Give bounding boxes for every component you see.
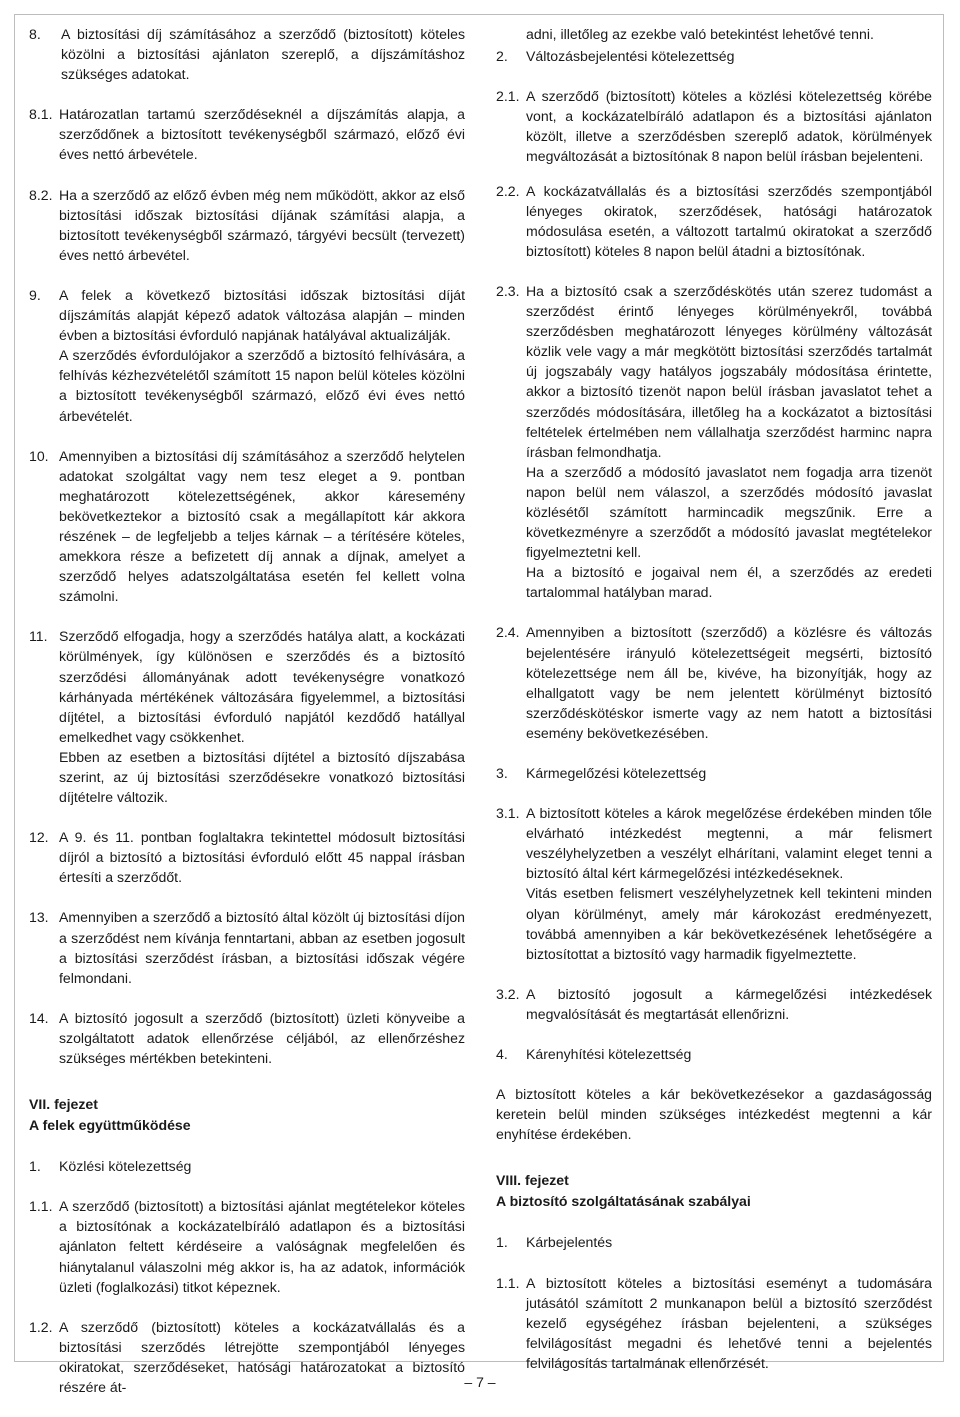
item-text: A biztosító jogosult a kármegelőzési intézkedések megvalósítását és megtartását ellenőrizni. bbox=[526, 985, 932, 1022]
item-text: A biztosított köteles a biztosítási eseményt a tudomására jutásától számított 2 munkanapon belül a biztosító szerződést kezelő egységéhez írásban bejelenteni, a szükséges felvilágosítást megadni és lehetővé tenni a bejelentés felvilágosítás tartalmának ellenőrzését. bbox=[526, 1274, 932, 1371]
subheading-text: Közlési kötelezettség bbox=[59, 1158, 192, 1175]
subheading-text: Kármegelőzési kötelezettség bbox=[526, 765, 707, 781]
subheading-karenyhites bbox=[496, 1044, 932, 1064]
item-number: 8.1. bbox=[29, 106, 53, 123]
continued-text: adni, illetőleg az ezekbe való betekintést lehetővé tenni. bbox=[526, 26, 874, 42]
item-text: A biztosítási díj számításához a szerződő (biztosított) köteles közölni a biztosítási ajánlaton szereplő, a díjszámításhoz szükséges adatokat. bbox=[61, 26, 465, 83]
item-text: Határozatlan tartamú szerződéseknél a díjszámítás alapja, a szerződőnek a biztosított tevékenységből származó, előző évi éves nettó árbevétele. bbox=[59, 106, 465, 163]
subheading-valtozas bbox=[496, 46, 932, 66]
item-text: A kockázatvállalás és a biztosítási szerződés szempontjából lényeges okiratok, szerződések, hatósági határozatok módosulása esetén, a változott tartalmú okiratokat a szerződő biztosított) köteles 8 napon belül átadni a biztosítónak. bbox=[526, 182, 932, 259]
item-text: A biztosított köteles a károk megelőzése érdekében minden tőle elvárható intézkedést megtenni, a már felismert veszélyhelyzetben a veszélyt elhárítani, valamint eleget tenni a biztosító által kért kármegelőzési intézkedéseknek. bbox=[526, 805, 932, 882]
item-text: A szerződő (biztosított) köteles a közlési kötelezettség körébe vont, a kockázatelbíráló adatlapon és a biztosítási ajánlaton közölt, illetve a szerződésben szereplő adatok, körülmények megváltozását a biztosítónak 8 napon belül írásban bejelenteni. bbox=[526, 88, 932, 165]
item-number: 1. bbox=[29, 1158, 41, 1175]
item-number: 12. bbox=[29, 829, 49, 846]
section-8-2 bbox=[29, 185, 465, 265]
item-text: Ha a szerződő az előző évben még nem működött, akkor az első biztosítási időszak biztosítási díjának számítási alapja, a biztosított tevékenységből származó, tárgyévi becsült (tervezett) éves nettó árbevétel. bbox=[59, 186, 465, 263]
section-1-1 bbox=[29, 1196, 465, 1296]
item-text: A szerződő (biztosított) a biztosítási ajánlat megtételekor köteles a biztosítónak a kockázatelbíráló adatlapon és a biztosítási ajánlaton feltett kérdéseire a valóságnak megfelelően és hiánytalanul válaszolni még akkor is, ha az adatok, információk üzleti (foglalkozási) titkot képeznek. bbox=[59, 1198, 465, 1295]
item-number: 3.1. bbox=[496, 805, 520, 822]
paragraph-karenyhites: A biztosított köteles a kár bekövetkezésekor a gazdaságosság keretein belül minden szükséges intézkedést megtenni a kár enyhítése érdekében. bbox=[496, 1086, 932, 1143]
item-text: Ha a szerződő a módosító javaslatot nem fogadja arra tizenöt napon belül nem válaszol, a szerződés módosító javaslat közlésétől számított harmincadik megszűnik. Erre a következményre a szerződőt a módosító javaslat megtételekor figyelmeztetni kell. bbox=[526, 463, 932, 561]
chapter-title: A felek együttműködése bbox=[29, 1117, 191, 1134]
item-text: Amennyiben a biztosított (szerződő) a közlésre és változás bejelentésére irányuló kötelezettségeit megsérti, biztosító kötelezettsége nem áll be, kivéve, ha bizonyítják, hogy az elhallgatott vagy be nem jelentett körülményt biztosító szerződéskötéskor ismerte vagy az nem hatott a biztosítási esemény bekövetkezésében. bbox=[526, 624, 932, 741]
subheading-karmegelozes bbox=[496, 763, 932, 783]
chapter-heading-viii bbox=[496, 1170, 932, 1212]
item-number: 2.3. bbox=[496, 282, 520, 299]
item-number: 1. bbox=[496, 1234, 508, 1251]
item-number: 3.2. bbox=[496, 985, 520, 1002]
chapter-title: A biztosító szolgáltatásának szabályai bbox=[496, 1193, 751, 1210]
item-number: 8.2. bbox=[29, 186, 53, 203]
right-column bbox=[496, 24, 932, 1393]
subheading-text: Kárbejelentés bbox=[526, 1234, 613, 1251]
item-number: 2. bbox=[496, 48, 508, 65]
item-number: 14. bbox=[29, 1009, 49, 1026]
section-2-2 bbox=[496, 181, 932, 261]
section-2-3 bbox=[496, 281, 932, 603]
item-text: Ha a biztosító e jogaival nem él, a szerződés az eredeti tartalommal hatályban marad. bbox=[526, 564, 932, 601]
item-text: Ebben az esetben a biztosítási díjtétel a biztosító díjszabása szerint, az új biztosítási szerződésekre vonatkozó biztosítási díjtételre változik. bbox=[59, 748, 465, 806]
subheading-text: Kárenyhítési kötelezettség bbox=[526, 1046, 692, 1063]
section-10 bbox=[29, 446, 465, 607]
section-14 bbox=[29, 1008, 465, 1068]
chapter-heading-vii bbox=[29, 1094, 465, 1136]
item-number: 4. bbox=[496, 1046, 508, 1063]
item-number: 10. bbox=[29, 447, 49, 464]
item-number: 2.4. bbox=[496, 624, 520, 641]
item-number: 1.1. bbox=[496, 1274, 520, 1291]
section-12 bbox=[29, 827, 465, 887]
item-text: Amennyiben a biztosítási díj számításához a szerződő helytelen adatokat szolgáltat vagy nem tesz eleget a 9. pontban meghatározott kötelezettségének, akkor káresemény bekövetkeztekor a biztosító csak a megállapított kár akkora részének – de legfeljebb a teljes kárnak – a térítésére köteles, amekkora része a befizetett díj annak a díjnak, amelyet a szerződő helyes adatszolgáltatása esetén fel kellett volna számolni. bbox=[59, 447, 465, 605]
item-number: 3. bbox=[496, 765, 508, 781]
item-text: Szerződő elfogadja, hogy a szerződés hatálya alatt, a kockázati körülmények, így különösen e szerződés és a biztosító szerződési állományának adott tevékenységre vonatkozó kárhányada mértékének változására figyelemmel, a biztosítási díjtétel, a biztosítási évforduló napjától kezdődő hatállyal emelkedhet vagy csökkenhet. bbox=[59, 628, 465, 745]
subheading-karbejelentes bbox=[496, 1232, 932, 1252]
section-11 bbox=[29, 626, 465, 807]
section-8-1 bbox=[29, 104, 465, 164]
section-3-1 bbox=[496, 803, 932, 964]
item-text: Vitás esetben felismert veszélyhelyzetnek kell tekinteni minden olyan körülményt, amely már károkozást eredményezett, továbbá amennyiben a kár bekövetkezésének lehetőségére a biztosítottat a biztosító vagy harmadik figyelmeztette. bbox=[526, 885, 932, 962]
section-3-2 bbox=[496, 984, 932, 1024]
chapter-number: VII. fejezet bbox=[29, 1096, 98, 1113]
subheading-kozlesi bbox=[29, 1156, 465, 1176]
section-8 bbox=[29, 24, 465, 84]
item-number: 13. bbox=[29, 909, 49, 926]
left-column bbox=[29, 24, 465, 1417]
section-13 bbox=[29, 907, 465, 987]
item-number: 9. bbox=[29, 286, 41, 303]
item-text: Ha a biztosító csak a szerződéskötés után szerez tudomást a szerződést érintő lényeges körülményekről, továbbá szerződésben meghatározott lényeges körülmény változását közlik vele vagy a már megkötött biztosítási szerződés tartalmát új jogszabály vagy hatályos jogszabály módosítása érintette, akkor a biztosító tizenöt napon belül írásban javaslatot tehet a szerződés módosítására, illetőleg ha a kockázatot a biztosítási feltételek értelmében nem vállalhatja szerződést harminc napra írásban felmondhatja. bbox=[526, 282, 932, 460]
item-number: 1.1. bbox=[29, 1198, 53, 1215]
item-text: A szerződő (biztosított) köteles a kockázatvállalás és a biztosítási szerződés létrejötte szempontjából lényeges okiratokat, szerződéseket, hatósági határozatokat a biztosító részére át- bbox=[59, 1318, 465, 1395]
section-viii-1-1 bbox=[496, 1273, 932, 1373]
chapter-number: VIII. fejezet bbox=[496, 1172, 569, 1189]
page-number: – 7 – bbox=[464, 1374, 496, 1390]
section-2-1 bbox=[496, 86, 932, 166]
section-9 bbox=[29, 285, 465, 426]
item-text: A felek a következő biztosítási időszak biztosítási díját díjszámítás alapját képező adatok változása alapján – minden évben a biztosítási évforduló napjának hatályával aktualizálják. bbox=[59, 286, 465, 344]
item-number: 1.2. bbox=[29, 1318, 53, 1335]
item-text: A 9. és 11. pontban foglaltakra tekintettel módosult biztosítási díjról a biztosító a biztosítási évforduló előtt 45 nappal írásban értesíti a szerződőt. bbox=[59, 829, 465, 886]
item-text: A szerződés évfordulójakor a szerződő a biztosító felhívására, a felhívás kézhezvételétől számított 15 napon belül köteles közölni a biztosított tevékenységből származó, előző évi éves nettó árbevételét. bbox=[59, 347, 465, 424]
item-number: 11. bbox=[29, 628, 48, 645]
subheading-text: Változásbejelentési kötelezettség bbox=[526, 48, 735, 65]
item-text: A biztosító jogosult a szerződő (biztosított) üzleti könyveibe a szolgáltatott adatok ellenőrzése céljából, az ellenőrzéshez szükséges mértékben betekinteni. bbox=[59, 1009, 465, 1067]
item-number: 2.1. bbox=[496, 88, 520, 105]
item-text: Amennyiben a szerződő a biztosító által közölt új biztosítási díjon a szerződést nem kívánja fenntartani, abban az esetben jogosult a biztosítási szerződést írásban, a biztosítási időszak végére felmondani. bbox=[59, 909, 465, 986]
section-2-4 bbox=[496, 622, 932, 743]
item-number: 2.2. bbox=[496, 182, 520, 199]
item-number: 8. bbox=[29, 26, 41, 42]
